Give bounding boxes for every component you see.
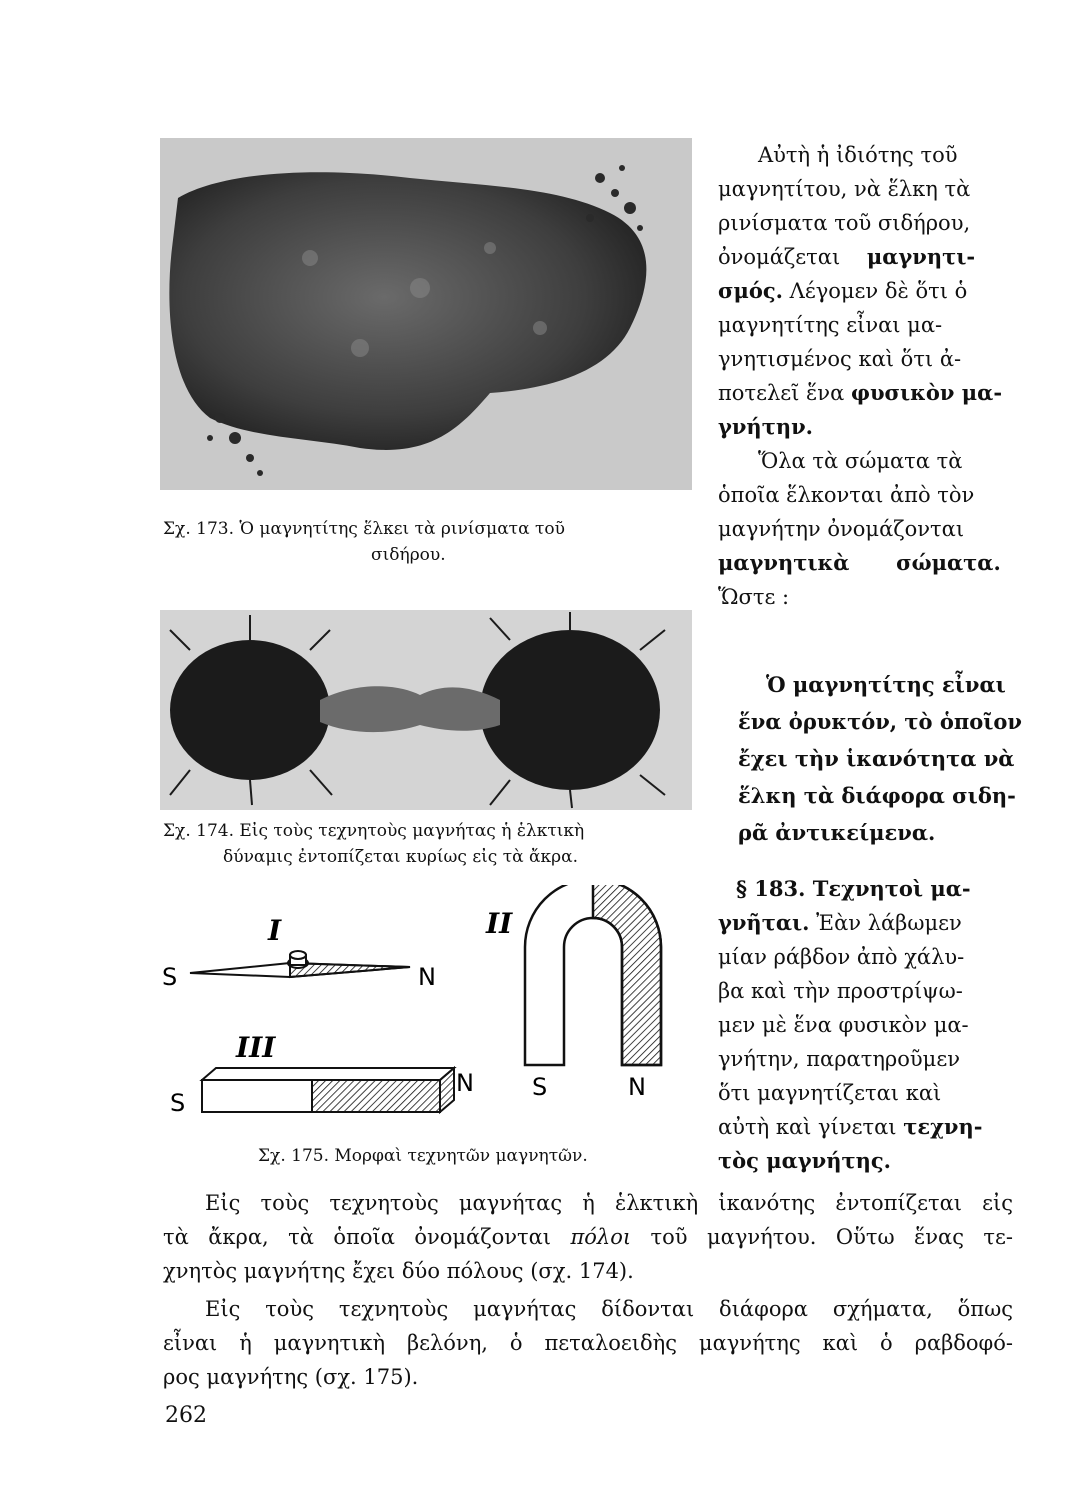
definition-box — [738, 666, 1022, 851]
magnet-forms-diagram — [160, 885, 680, 1135]
section-heading: § 183. Τεχνητοὶ μα- — [736, 876, 971, 901]
text-line: σμός. Λέγομεν δὲ ὅτι ὁ — [718, 278, 968, 303]
horseshoe-pole-N: N — [628, 1073, 646, 1101]
text-line: τὰ ἄκρα, τὰ ὁποῖα ὀνομάζονται πόλοι τοῦ μαγνήτου. Οὕτω ἕνας τε- — [163, 1225, 1014, 1249]
figure-173-caption — [163, 516, 703, 568]
text-line: μίαν ράβδον ἀπὸ χάλυ- — [718, 945, 965, 969]
horseshoe-magnet — [525, 885, 661, 1065]
text-line: Ὥστε : — [718, 585, 790, 609]
magnet-filings-image — [160, 610, 692, 810]
text-line: Ὁ μαγνητίτης εἶναι — [766, 672, 1006, 697]
text-line: ἔχει τὴν ἱκανότητα νὰ — [738, 746, 1015, 771]
text-line: γνῆται. Ἐὰν λάβωμεν — [718, 910, 962, 935]
right-paragraph-1 — [718, 138, 1008, 444]
text-line: ρος μαγνήτης (σχ. 175). — [163, 1365, 419, 1389]
figure-174-caption — [163, 818, 703, 870]
page-number: 262 — [165, 1403, 207, 1428]
bar-pole-N: N — [456, 1069, 474, 1097]
needle-pole-N: N — [418, 963, 436, 991]
needle-label-I: I — [268, 914, 282, 947]
text-line: ρᾶ ἀντικείμενα. — [738, 820, 936, 845]
text-line: Εἰς τοὺς τεχνητοὺς μαγνήτας ἡ ἑλκτικὴ ἱκανότης ἐντοπίζεται εἰς — [205, 1191, 1013, 1215]
section-183 — [718, 872, 1013, 1178]
magnetite-rock-image — [160, 138, 692, 490]
text-line: ποτελεῖ ἕνα φυσικὸν μα- — [718, 380, 1003, 405]
text-line: βα καὶ τὴν προστρίψω- — [718, 979, 963, 1003]
caption-line: Σχ. 173. Ὁ μαγνητίτης ἕλκει τὰ ρινίσματα τοῦ — [163, 519, 565, 539]
caption-line: Σχ. 174. Εἰς τοὺς τεχνητοὺς μαγνήτας ἡ ἑλκτικὴ — [163, 821, 585, 841]
text-line: γνήτην. — [718, 414, 813, 439]
bar-pole-S: S — [170, 1089, 186, 1117]
term-natural-magnet: φυσικὸν μα- — [850, 380, 1003, 405]
text-line: ὁποῖα ἕλκονται ἀπὸ τὸν — [718, 483, 975, 507]
full-paragraph-2 — [163, 1292, 1013, 1394]
bar-magnet — [202, 1068, 454, 1112]
text-line: Εἰς τοὺς τεχνητοὺς μαγνήτας δίδονται διάφορα σχήματα, ὅπως — [205, 1297, 1013, 1321]
magnetic-needle — [190, 951, 410, 977]
text-line: ὀνομάζεται μαγνητι- — [718, 244, 976, 269]
figure-175-caption: Σχ. 175. Μορφαὶ τεχνητῶν μαγνητῶν. — [258, 1146, 588, 1166]
magnet-filings-photo — [160, 610, 692, 810]
text-line: μαγνήτην ὀνομάζονται — [718, 517, 965, 541]
text-line: χνητὸς μαγνήτης ἔχει δύο πόλους (σχ. 174). — [163, 1259, 634, 1283]
horseshoe-label-II: II — [486, 907, 513, 940]
text-line: εἶναι ἡ μαγνητικὴ βελόνη, ὁ πεταλοειδὴς μαγνήτης καὶ ὁ ραβδοφό- — [163, 1331, 1013, 1355]
right-paragraph-2 — [718, 444, 1008, 614]
text-line: γνήτην, παρατηροῦμεν — [718, 1047, 960, 1071]
caption-line: δύναμις ἐντοπίζεται κυρίως εἰς τὰ ἄκρα. — [223, 847, 579, 867]
text-line: ρινίσματα τοῦ σιδήρου, — [718, 211, 971, 235]
caption-line: σιδήρου. — [371, 545, 446, 565]
horseshoe-pole-S: S — [532, 1073, 548, 1101]
text-line: ἕλκη τὰ διάφορα σιδη- — [738, 783, 1016, 808]
text-line: αὐτὴ καὶ γίνεται τεχνη- — [718, 1114, 983, 1139]
text-line: ἕνα ὀρυκτόν, τὸ ὁποῖον — [738, 709, 1022, 734]
text-line: μαγνητικὰ σώματα. — [718, 550, 1001, 575]
text-line: μεν μὲ ἕνα φυσικὸν μα- — [718, 1013, 969, 1037]
text-line: μαγνητίτου, νὰ ἕλκη τὰ — [718, 177, 971, 201]
text-line: τὸς μαγνήτης. — [718, 1148, 891, 1173]
text-line: Ὅλα τὰ σώματα τὰ — [758, 449, 963, 473]
term-magnetic-bodies: μαγνητικὰ — [718, 550, 850, 575]
term-poles: πόλοι — [570, 1225, 632, 1249]
text-line: Αὐτὴ ἡ ἰδιότης τοῦ — [758, 143, 958, 167]
bar-label-III: III — [236, 1031, 276, 1064]
full-paragraph-1 — [163, 1186, 1013, 1288]
text-line: γνητισμένος καὶ ὅτι ἀ- — [718, 347, 962, 371]
magnetite-photo — [160, 138, 692, 490]
text-line: ὅτι μαγνητίζεται καὶ — [718, 1081, 942, 1105]
term-magnetism: μαγνητι- — [866, 244, 976, 269]
needle-pole-S: S — [162, 963, 178, 991]
text-line: μαγνητίτης εἶναι μα- — [718, 313, 943, 337]
